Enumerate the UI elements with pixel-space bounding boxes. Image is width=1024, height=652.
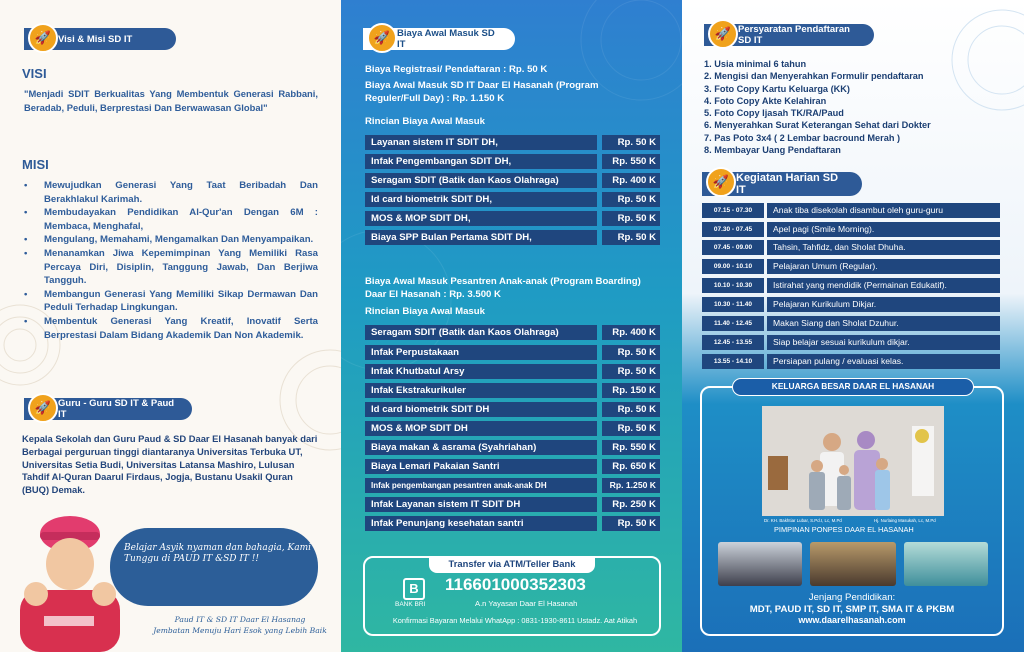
list-item: 8. Membayar Uang Pendaftaran [704,145,841,156]
speech-bubble: Belajar Asyik nyaman dan bahagia, Kami Tunggu di PAUD IT &SD IT !! [110,528,318,606]
kegiatan-header [702,172,862,196]
bank-name: BANK BRI [395,601,426,608]
caption-left: Dr. KH. Bakhtiar Lubar, S.Pd.I, Lc, M.Pd [764,518,842,523]
transfer-title: Transfer via ATM/Teller Bank [429,556,595,573]
schedule-row [702,278,1000,293]
confirm-text: Konfirmasi Bayaran Melalui WhatApp : 0831-1930-8611 Ustadz. Aat Atikah [392,616,638,625]
reguler-fee: Biaya Awal Masuk SD IT Daar El Hasanah (Program Reguler/Full Day) : Rp. 1.150 K [365,80,599,104]
schedule-activity: Istirahat yang mendidik (Permainan Edukatif). [767,278,1000,293]
fee-value: Rp. 50 K [602,192,660,207]
biaya-header [363,28,515,50]
rocket-icon: 🚀 [28,23,58,53]
fee-value: Rp. 400 K [602,325,660,340]
schedule-row [702,259,1000,274]
panel-biaya [341,0,682,652]
transfer-box [363,556,661,636]
fee-value: Rp. 650 K [602,459,660,474]
fee-row [365,478,660,493]
fee-value: Rp. 550 K [602,440,660,455]
fee-row [365,173,660,188]
schedule-activity: Anak tiba disekolah disambut oleh guru-guru [767,203,1000,218]
guru-text: Kepala Sekolah dan Guru Paud & SD Daar El Hasanah banyak dari Berbagai perguruan tinggi diantaranya Universitas Terbuka UT, Universitas Setia Budi, Universitas Latansa Mashiro, Lulusan Tahdif Al-Quran Daarul Firdaus, Jogja, Bustanu Usakil Quran (BUQ) Demak. [22,433,318,496]
kegiatan-header-label: Kegiatan Harian SD IT [736,172,839,196]
misi-title: MISI [22,157,49,172]
schedule-row [702,297,1000,312]
fee-name: Infak Pengembangan SDIT DH, [365,154,597,169]
fee-value: Rp. 50 K [602,230,660,245]
fee-row [365,497,660,512]
fee-name: Seragam SDIT (Batik dan Kaos Olahraga) [365,173,597,188]
fee-name: Layanan sistem IT SDIT DH, [365,135,597,150]
fee-row [365,192,660,207]
fee-row [365,402,660,417]
panel-visi-misi [0,0,341,652]
caption-right: Hj. Nurlaing Masukah, Lc, M.Pd [874,518,936,523]
fee-value: Rp. 400 K [602,173,660,188]
fee-name: MOS & MOP SDIT DH, [365,211,597,226]
fee-name: MOS & MOP SDIT DH [365,421,597,436]
family-title: KELUARGA BESAR DAAR EL HASANAH [732,378,974,396]
activity-photo [810,542,896,586]
rocket-icon: 🚀 [706,167,736,197]
account-name: A.n Yayasan Daar El Hasanah [475,599,578,608]
panel-persyaratan [682,0,1024,652]
fee-row [365,440,660,455]
tagline-line-2: Jembatan Menuju Hari Esok yang Lebih Baik [153,626,327,635]
schedule-row [702,354,1000,369]
list-item: • Menanamkan Jiwa Kepemimpinan Yang Memiliki Rasa Percaya Diri, Disiplin, Tanggung Jawab, Dan Berjiwa Tangguh. [18,247,318,288]
fee-value: Rp. 50 K [602,364,660,379]
fee-row [365,325,660,340]
fee-name: Infak pengembangan pesantren anak-anak DH [365,478,597,493]
schedule-activity: Pelajaran Kurikulum Dikjar. [767,297,1000,312]
rocket-icon: 🚀 [708,19,738,49]
rincian-title-2: Rincian Biaya Awal Masuk [365,306,485,317]
fee-name: Infak Layanan sistem IT SDIT DH [365,497,597,512]
rocket-icon: 🚀 [367,23,397,53]
website-link[interactable]: www.daarelhasanah.com [798,615,906,625]
schedule-activity: Tahsin, Tahfidz, dan Sholat Dhuha. [767,240,1000,255]
fee-value: Rp. 250 K [602,497,660,512]
schedule-time: 10.10 - 10.30 [702,278,764,293]
schedule-time: 10.30 - 11.40 [702,297,764,312]
account-number: 116601000352303 [445,575,586,594]
fee-value: Rp. 50 K [602,135,660,150]
list-item: 5. Foto Copy Ijasah TK/RA/Paud [704,108,844,119]
list-item: 7. Pas Poto 3x4 ( 2 Lembar bacround Merah ) [704,132,901,143]
guru-header [24,398,192,420]
fee-name: Biaya makan & asrama (Syahriahan) [365,440,597,455]
misi-list [18,179,318,342]
schedule-row [702,222,1000,237]
schedule-row [702,240,1000,255]
fee-name: Biaya Lemari Pakaian Santri [365,459,597,474]
list-item: • Membangun Generasi Yang Memiliki Sikap Dermawan Dan Peduli Terhadap Lingkungan. [18,288,318,315]
fee-value: Rp. 150 K [602,383,660,398]
fee-name: Biaya SPP Bulan Pertama SDIT DH, [365,230,597,245]
fee-value: Rp. 50 K [602,345,660,360]
fee-row [365,211,660,226]
list-item: • Membudayakan Pendidikan Al-Qur'an Dengan 6M : Membaca, Menghafal, [18,206,318,233]
schedule-activity: Persiapan pulang / evaluasi kelas. [767,354,1000,369]
schedule-row [702,335,1000,350]
schedule-row [702,316,1000,331]
fee-name: Infak Khutbatul Arsy [365,364,597,379]
fee-row [365,154,660,169]
visi-misi-header-label: Visi & Misi SD IT [58,33,133,45]
schedule-time: 11.40 - 12.45 [702,316,764,331]
fee-value: Rp. 50 K [602,421,660,436]
fee-name: Seragam SDIT (Batik dan Kaos Olahraga) [365,325,597,340]
fee-row [365,345,660,360]
fee-row [365,421,660,436]
fee-value: Rp. 550 K [602,154,660,169]
schedule-activity: Siap belajar sesuai kurikulum dikjar. [767,335,1000,350]
schedule-row [702,203,1000,218]
fee-row [365,364,660,379]
schedule-activity: Makan Siang dan Sholat Dzuhur. [767,316,1000,331]
schedule-time: 09.00 - 10.10 [702,259,764,274]
registration-fee: Biaya Registrasi/ Pendaftaran : Rp. 50 K [365,64,548,75]
fee-row [365,383,660,398]
jenjang-title: Jenjang Pendidikan: [808,592,896,603]
fee-name: Infak Penunjang kesehatan santri [365,516,597,531]
fee-row [365,459,660,474]
list-item: 3. Foto Copy Kartu Keluarga (KK) [704,83,850,94]
family-photo [762,406,944,516]
requirements-list [704,58,931,156]
persyaratan-header [704,24,874,46]
jenjang-section [700,592,1004,627]
persyaratan-header-label: Persyaratan Pendaftaran SD IT [738,24,850,46]
schedule-activity: Apel pagi (Smile Morning). [767,222,1000,237]
schedule-time: 12.45 - 13.55 [702,335,764,350]
fee-name: Infak Ekstrakurikuler [365,383,597,398]
fee-row [365,516,660,531]
fee-value: Rp. 50 K [602,402,660,417]
list-item: 2. Mengisi dan Menyerahkan Formulir pendaftaran [704,71,924,82]
jenjang-list: MDT, PAUD IT, SD IT, SMP IT, SMA IT & PKBM [749,603,955,615]
list-item: 1. Usia minimal 6 tahun [704,59,807,69]
boarding-fee: Biaya Awal Masuk Pesantren Anak-anak (Program Boarding) Daar El Hasanah : Rp. 3.500 K [365,276,641,300]
biaya-header-label: Biaya Awal Masuk SD IT [397,28,495,50]
list-item: • Mengulang, Memahami, Mengamalkan Dan Menyampaikan. [18,233,318,247]
rincian-title-1: Rincian Biaya Awal Masuk [365,116,485,127]
fee-name: Infak Perpustakaan [365,345,597,360]
schedule-time: 07.45 - 09.00 [702,240,764,255]
visi-text: "Menjadi SDIT Berkualitas Yang Membentuk Generasi Rabbani, Beradab, Peduli, Berprestasi Dan Berwawasan Global" [24,88,318,113]
schedule-time: 13.55 - 14.10 [702,354,764,369]
fee-name: Id card biometrik SDIT DH [365,402,597,417]
schedule-activity: Pelajaran Umum (Regular). [767,259,1000,274]
fee-value: Rp. 1.250 K [602,478,660,493]
fee-value: Rp. 50 K [602,516,660,531]
list-item: 6. Menyerahkan Surat Keterangan Sehat dari Dokter [704,120,931,131]
rocket-icon: 🚀 [28,393,58,423]
visi-misi-header [24,28,176,50]
pimpinan-caption: PIMPINAN PONPES DAAR EL HASANAH [774,525,914,534]
visi-title: VISI [22,66,47,81]
activity-photo [718,542,802,586]
bank-logo-icon: B [403,578,425,600]
schedule-time: 07.30 - 07.45 [702,222,764,237]
tagline-line-1: Paud IT & SD IT Daar El Hasanag [174,615,306,624]
fee-name: Id card biometrik SDIT DH, [365,192,597,207]
activity-photo [904,542,988,586]
fee-row [365,135,660,150]
list-item: • Membentuk Generasi Yang Kreatif, Inovatif Serta Berprestasi Dalam Bidang Akademik Dan Non Akademik. [18,315,318,342]
tagline [142,614,338,636]
fee-row [365,230,660,245]
guru-header-label: Guru - Guru SD IT & Paud IT [58,398,175,420]
list-item: • Mewujudkan Generasi Yang Taat Beribadah Dan Berakhlakul Karimah. [18,179,318,206]
schedule-time: 07.15 - 07.30 [702,203,764,218]
list-item: 4. Foto Copy Akte Kelahiran [704,95,827,106]
fee-value: Rp. 50 K [602,211,660,226]
